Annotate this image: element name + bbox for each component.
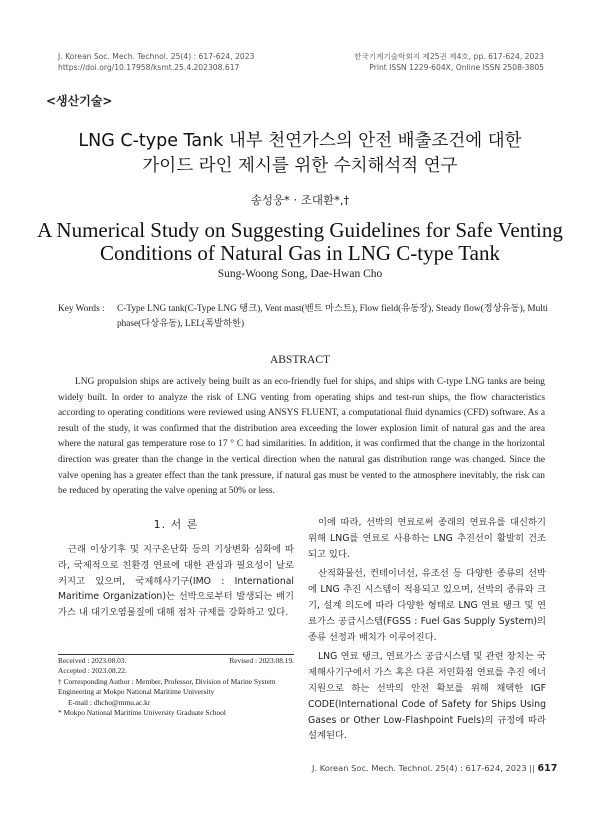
header-doi[interactable]: https://doi.org/10.17958/ksmt.25.4.202308.617 <box>58 63 240 72</box>
abstract-title: ABSTRACT <box>269 354 331 366</box>
header-journal-citation: J. Korean Soc. Mech. Technol. 25(4) : 617-624, 2023 <box>58 52 255 61</box>
revised-date: Revised : 2023.08.19. <box>229 656 294 665</box>
intro-paragraph-1: 근래 이상기후 및 지구온난화 등의 기상변화 심화에 따라, 국제적으로 친환경 연료에 대한 관심과 필요성이 날로 커지고 있으며, 국제해사기구(IMO : International Maritime Organization)는 선박으로부터 발생되는 배기가스 내 대기오염물질에 대해 점차 규제를 강화하고 있다. <box>58 544 294 619</box>
keywords-label: Key Words : <box>58 304 105 314</box>
title-korean-line1: LNG C-type Tank 내부 천연가스의 안전 배출조건에 대한 <box>78 131 522 151</box>
page-number: 617 <box>537 763 558 774</box>
title-english-line1: A Numerical Study on Suggesting Guidelines for Safe Venting <box>37 218 563 242</box>
section-1-title: 1. 서 론 <box>153 518 199 531</box>
title-english-line2: Conditions of Natural Gas in LNG C-type Tank <box>99 241 500 265</box>
authors-english: Sung-Woong Song, Dae-Hwan Cho <box>217 268 383 280</box>
intro-paragraph-2: 이에 따라, 선박의 연료로써 종래의 연료유를 대신하기 위해 LNG를 연료로 사용하는 LNG 추진선이 활발히 건조되고 있다. <box>308 517 546 560</box>
author-affiliation: * Mokpo National Maritime University Graduate School <box>58 708 226 718</box>
keywords-text: C-Type LNG tank(C-Type LNG 탱크), Vent mast(벤트 마스트), Flow field(유동장), Steady flow(정상유동), Multi phase(다상유동), LEL(폭발하한) <box>117 304 548 329</box>
intro-paragraph-3: 산적화물선, 컨테이너선, 유조선 등 다양한 종류의 선박에 LNG 추진 시스템이 적용되고 있으며, 선박의 종류와 크기, 설계 의도에 따라 다양한 형태로 LNG 연료 탱크 및 연료가스 공급시스템(FGSS : Fuel Gas Supply System)의 종류 선정과 배치가 이루어진다. <box>308 568 546 643</box>
title-korean-line2: 가이드 라인 제시를 위한 수치해석적 연구 <box>142 156 458 176</box>
intro-paragraph-4: LNG 연료 탱크, 연료가스 공급시스템 및 관련 장치는 국제해사기구에서 가스 혹은 다른 저인화점 연료를 추진 에너지원으로 하는 선박의 안전 확보를 위해 채택한 IGF CODE(International Code of Safety for Ships Using Gases or Other Low-Flashpoint Fuels)의 규정에 따라 설계된다. <box>308 651 546 742</box>
header-korean-citation: 한국기계기술학회지 제25권 제4호, pp. 617-624, 2023 <box>354 52 544 61</box>
intro-right-column <box>308 515 546 748</box>
received-date: Received : 2023.08.03. <box>58 656 127 665</box>
corresponding-author: † Corresponding Author : Member, Professor, Division of Marine System Engineering at Mokpo National Maritime University <box>58 676 276 697</box>
abstract-body: LNG propulsion ships are actively being built as an eco-friendly fuel for ships, and ships with C-type LNG tanks are being widely built. In order to analyze the risk of LNG venting from operating ships and test-run ships, the flow characteristics according to operating conditions were reviewed using ANSYS FLUENT, a computational fluid dynamics (CFD) software. As a result of the study, it was confirmed that the distribution area exceeding the lower explosion limit of natural gas and the area where the natural gas temperature rose to 17 ° C had similarities. In addition, it was confirmed that the change in the horizontal direction was greater than the change in the vertical direction when the natural gas distribution range was changed. Since the valve opening has a greater effect than the tank pressure, if natural gas must be vented to the atmosphere inevitably, the risk can be reduced by operating the valve opening at 50% or less. <box>58 377 545 497</box>
section-tag: <생산기술> <box>46 94 113 108</box>
intro-left-column <box>58 542 294 621</box>
author-email[interactable]: E-mail : dhcho@mmu.ac.kr <box>68 697 151 707</box>
footnotes <box>58 656 294 718</box>
footnote-divider <box>58 654 294 655</box>
header-issn: Print ISSN 1229-604X, Online ISSN 2508-3805 <box>369 63 544 72</box>
accepted-date: Accepted : 2023.08.22. <box>58 666 127 676</box>
authors-korean: 송성웅* · 조대환*,† <box>250 193 350 207</box>
received-revised-row <box>58 656 294 666</box>
page-footer <box>312 763 558 774</box>
footer-citation: J. Korean Soc. Mech. Technol. 25(4) : 617-624, 2023 || <box>312 763 535 773</box>
